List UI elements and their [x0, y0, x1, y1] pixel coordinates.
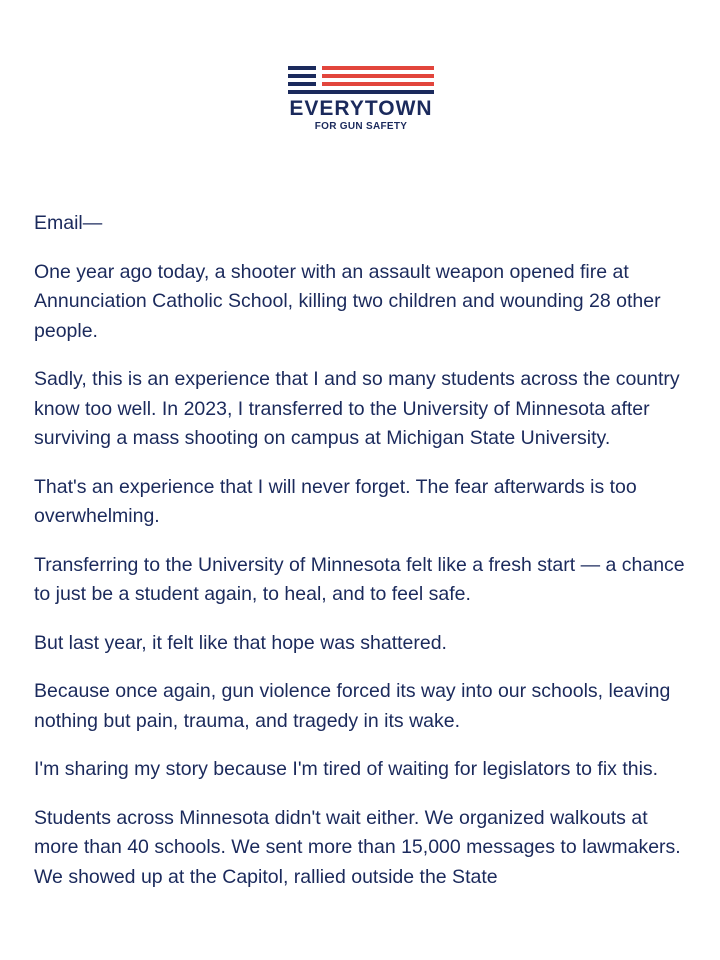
email-paragraph: Sadly, this is an experience that I and so many students across the country know too well. In 2023, I transferred to the University of Minnesota after surviving a mass shooting on campus at Michigan State University. — [34, 368, 680, 449]
email-paragraph: Transferring to the University of Minnesota felt like a fresh start — a chance to just be a student again, to heal, and to feel safe. — [34, 553, 685, 605]
email-paragraph: But last year, it felt like that hope was shattered. — [34, 631, 447, 654]
email-paragraph: I'm sharing my story because I'm tired of waiting for legislators to fix this. — [34, 758, 659, 780]
email-paragraph: Because once again, gun violence forced its way into our schools, leaving nothing but pain, trauma, and tragedy in its wake. — [34, 680, 671, 732]
email-paragraph: One year ago today, a shooter with an assault weapon opened fire at Annunciation Catholic School, killing two children and wounding 28 other people. — [34, 260, 661, 342]
logo-wordmark: EVERYTOWN — [289, 97, 433, 120]
email-paragraph: That's an experience that I will never forget. The fear afterwards is too overwhelming. — [34, 475, 637, 527]
logo-tagline: FOR GUN SAFETY — [314, 121, 408, 132]
email-paragraph: Students across Minnesota didn't wait either. We organized walkouts at more than 40 schools. We sent more than 15,000 messages to lawmakers. We showed up at the Capitol, rallied outside the State — [34, 806, 681, 888]
flag-stripes-icon — [288, 64, 434, 94]
everytown-logo[interactable] — [288, 64, 434, 134]
email-body — [34, 209, 694, 911]
email-header — [0, 0, 720, 200]
email-greeting: Email— — [34, 212, 103, 234]
